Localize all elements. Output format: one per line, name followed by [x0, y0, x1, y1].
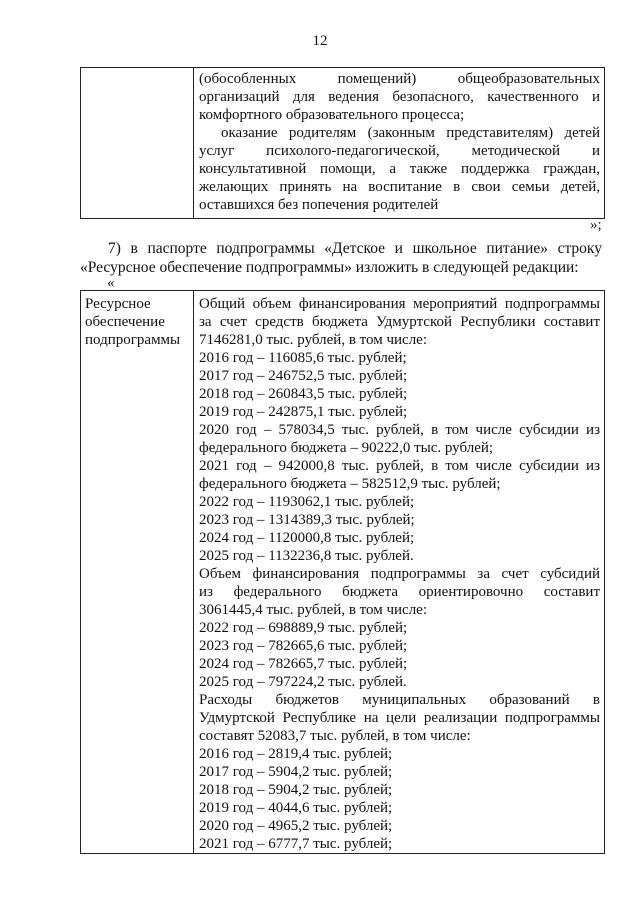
funding-line: 2018 год – 5904,2 тыс. рублей; — [199, 782, 393, 798]
table-cell-content — [194, 291, 605, 854]
funding-line: 2025 год – 797224,2 тыс. рублей. — [199, 674, 407, 690]
funding-line: 2024 год – 1120000,8 тыс. рублей; — [199, 530, 415, 546]
label-line: обеспечение — [85, 314, 165, 330]
funding-line: 2017 год – 246752,5 тыс. рублей; — [199, 368, 408, 384]
funding-text-block — [194, 291, 604, 853]
funding-line: 2021 год – 6777,7 тыс. рублей; — [199, 836, 393, 852]
funding-line: из федерального бюджета ориентировочно составит — [199, 584, 600, 600]
text-line: организаций для ведения безопасного, качественного и — [199, 89, 600, 105]
paragraph-line: 7) в паспорте подпрограммы «Детское и школьное питание» строку — [108, 240, 602, 257]
funding-line: 2024 год – 782665,7 тыс. рублей; — [199, 656, 408, 672]
funding-line: за счет средств бюджета Удмуртской Республики составит — [199, 314, 600, 330]
text-line: услуг психолого-педагогической, методической и — [199, 143, 600, 159]
funding-line: 2019 год – 242875,1 тыс. рублей; — [199, 404, 408, 420]
text-line: комфортного образовательного процесса; — [199, 107, 465, 123]
text-line: консультативной помощи, а также поддержка граждан, — [199, 161, 600, 177]
funding-line: Расходы бюджетов муниципальных образований в — [199, 692, 600, 708]
table-cell-left-empty — [81, 68, 194, 219]
funding-line: федерального бюджета – 582512,9 тыс. рублей; — [199, 476, 501, 492]
funding-line: 2021 год – 942000,8 тыс. рублей, в том числе субсидии из — [199, 458, 600, 474]
funding-line: Общий объем финансирования мероприятий подпрограммы — [199, 296, 600, 312]
text-line: оказание родителям (законным представителям) детей — [221, 125, 600, 141]
funding-line: Объем финансирования подпрограммы за счет субсидий — [199, 566, 600, 582]
table-row — [81, 68, 605, 219]
table-cell-right — [194, 68, 605, 219]
text-line: (обособленных помещений) общеобразовательных — [199, 71, 600, 87]
text-line: желающих принять на воспитание в свои семьи детей, — [199, 179, 600, 195]
funding-line: 2018 год – 260843,5 тыс. рублей; — [199, 386, 408, 402]
resource-table — [80, 290, 605, 854]
funding-line: 2025 год – 1132236,8 тыс. рублей. — [199, 548, 414, 564]
funding-line: федерального бюджета – 90222,0 тыс. рублей; — [199, 440, 494, 456]
paragraph-line: «Ресурсное обеспечение подпрограммы» изложить в следующей редакции: — [80, 259, 579, 276]
table-cell-label — [81, 291, 194, 854]
text-line: оставшихся без попечения родителей — [199, 197, 439, 213]
funding-line: 2019 год – 4044,6 тыс. рублей; — [199, 800, 393, 816]
funding-line: 2023 год – 1314389,3 тыс. рублей; — [199, 512, 415, 528]
funding-line: 7146281,0 тыс. рублей, в том числе: — [199, 332, 428, 348]
amendment-paragraph — [80, 239, 602, 277]
label-line: Ресурсное — [85, 296, 151, 312]
cell-text-block — [194, 68, 604, 218]
funding-line: Удмуртской Республике на цели реализации подпрограммы — [199, 710, 600, 726]
label-line: подпрограммы — [85, 332, 181, 348]
funding-line: 2020 год – 578034,5 тыс. рублей, в том числе субсидии из — [199, 422, 600, 438]
opening-quote: « — [107, 275, 115, 291]
funding-line: 2017 год – 5904,2 тыс. рублей; — [199, 764, 393, 780]
funding-line: 2022 год – 1193062,1 тыс. рублей; — [199, 494, 415, 510]
table-row — [81, 291, 605, 854]
funding-line: 3061445,4 тыс. рублей, в том числе: — [199, 602, 428, 618]
funding-line: 2016 год – 116085,6 тыс. рублей; — [199, 350, 407, 366]
page-number: 12 — [312, 33, 328, 49]
funding-line: 2020 год – 4965,2 тыс. рублей; — [199, 818, 393, 834]
row-label — [81, 291, 193, 349]
closing-quote: »; — [590, 217, 602, 233]
funding-line: составят 52083,7 тыс. рублей, в том числе: — [199, 728, 471, 744]
funding-line: 2023 год – 782665,6 тыс. рублей; — [199, 638, 408, 654]
funding-line: 2016 год – 2819,4 тыс. рублей; — [199, 746, 393, 762]
continued-table — [80, 67, 605, 219]
funding-line: 2022 год – 698889,9 тыс. рублей; — [199, 620, 408, 636]
